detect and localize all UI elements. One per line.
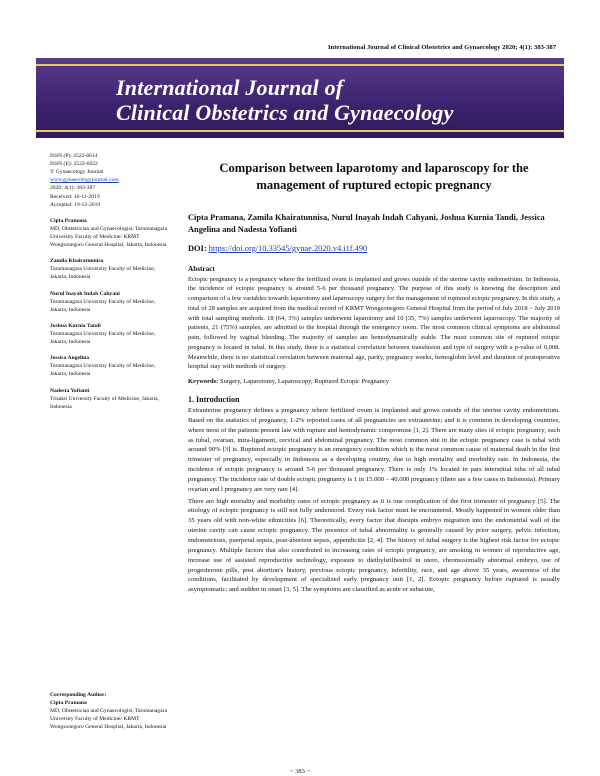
running-head: International Journal of Clinical Obstetrics and Gynaecology 2020; 4(1): 383-387 (327, 44, 556, 51)
doi-line (188, 244, 560, 253)
affiliation (50, 290, 170, 314)
corresponding-author (50, 691, 170, 732)
issn-electronic: ISSN (E): 2522-6622 (50, 161, 98, 168)
corresponding-name: Cipta Pramana (50, 700, 87, 707)
affiliation (50, 322, 170, 346)
affiliation (50, 257, 170, 281)
affiliation-text: Tarumanagara University Faculty of Medicine, Jakarta, Indonesia (50, 363, 156, 378)
affiliation-name: Cipta Pramana (50, 217, 87, 224)
volume-info: 2020; 4(1): 383-387 (50, 185, 96, 192)
received-date: Received: 16-11-2019 (50, 193, 100, 200)
affiliation-name: Zamila Khairatunnisa (50, 258, 104, 265)
corresponding-text: MD, Obstetrician and Gynaecologist, Tarumanagara University Faculty of Medicine/ KRMT Wongsonegoro General Hospital, Jakarta, Indonesia (50, 708, 167, 731)
affiliation-text: Tarumanagara University Faculty of Medicine, Jakarta, Indonesia (50, 266, 156, 281)
website-link[interactable]: www.gynaecologyjournal.com (50, 177, 119, 184)
author-list: Cipta Pramana, Zamila Khairatunnisa, Nurul Inayah Indah Cahyani, Joshua Kurnia Tandi, Jessica Angelina and Nadesta Yofianti (188, 213, 545, 234)
affiliation-name: Nadesta Yofianti (50, 387, 90, 394)
corresponding-heading: Corresponding Author: (50, 692, 107, 698)
banner-title-line2: Clinical Obstetrics and Gynaecology (116, 100, 454, 125)
abstract-text: Ectopic pregnancy is a pregnancy where the fertilized ovum is implanted and grows outside of the uterine cavity endometrium. In Indonesia, the incidence of ectopic pregnancy is around 5-6 per thousand pregnancy. The purpose of this study is knowing the description and comparison of a few variables towards laparotomy and laparoscopy surgery for the management of ruptured ectopic pregnancy. In this study, a total of 28 samples are acquired from the medical record of KRMT Wongsonegoro General Hospital from the period of July 2018 – July 2019 with total sampling methods. 18 (64, 3%) samples underwent laparotomy and 10 (35, 7%) samples underwent laparoscopy. The majority of patients, 21 (75%) samples, are admitted to the hospital through the emergency room. The most common clinical symptoms are abdominal pain, followed by vaginal bleeding. The majority of samples are hemodynamically stable. The most common site of ruptured ectopic pregnancy is located in tubal. In this study, there is a statistical correlation between transfusion and type of surgery with a p-value of 0,008. Meanwhile, there is no statistical correlation between maternal age, parity, pregnancy weeks, hemoglobin level and duration of postoperative hospital stay with methods of surgery. (188, 275, 560, 371)
affiliation-name: Jessica Angelina (50, 355, 90, 362)
doi-link[interactable]: https://doi.org/10.33545/gynae.2020.v4.i1f.490 (208, 243, 368, 253)
keywords-text: Surgery, Laparotomy, Laparoscopy, Ruptured Ectopic Pregnancy (219, 378, 389, 386)
affiliation (50, 354, 170, 378)
abstract-heading: Abstract (188, 264, 215, 273)
banner-stripe-top (36, 64, 564, 66)
affiliation (50, 387, 170, 411)
accepted-date: Accepted: 19-12-2019 (50, 201, 101, 208)
doi-label: DOI: (188, 243, 207, 253)
intro-paragraph-2: There are high mortality and morbidity rates of ectopic pregnancy as it is one complication of the first trimester of pregnancy [5]. The etiology of ectopic pregnancy is still not fully understood. Every risk factor must be encountered. Mostly happened in women older than 35 years old with non-white ethnicities [6]. Theoretically, every factor that disrupts embryo migration into the endometrial wall of the uterine cavity can cause ectopic pregnancy. The presence of tubal abnormality is generally caused by prior surgery, pelvic infection, endometriosis, puerperal sepsis, post-abortion sepsis, appendicitis [2, 4]. The history of tubal surgery is the highest risk factor for ectopic pregnancy. Multiple factors that also contributed to increasing rates of ectopic pregnancy, are smoking in women of reproductive age, increase use of assisted reproductive technology, exposure to diethylstilbestrol in utero, chromosomally abnormal embryo, use of progesterone pills, post abortion's history, previous ectopic pregnancy, infertility, race, and age above 35 years, awareness of the conditions, facilitated by development of specialized early pregnancy unit [1, 2]. Ectopic pregnancy before ruptured is usually asymptomatic; and sudden in onset [3, 5]. The symptoms are classified as acute or subacute, (188, 497, 560, 594)
section-heading: 1. Introduction (188, 395, 240, 405)
affiliation-text: Tarumanagara University Faculty of Medicine, Jakarta, Indonesia (50, 330, 156, 346)
affiliation-text: Tarumanagara University Faculty of Medicine, Jakarta, Indonesia (50, 298, 156, 313)
banner-stripe-bottom (36, 130, 564, 132)
sidebar-meta (50, 152, 170, 411)
issn-print: ISSN (P): 2522-6614 (50, 153, 98, 159)
copyright: © Gynaecology Journal (50, 169, 104, 176)
intro-paragraph-1: Extrauterine pregnancy defines a pregnancy where fertilized ovum is implanted and grows outside of the uterine cavity endometrium. Based on the statistics of pregnancy, 1-2% reported cases of all pregnancies are extrauterine; and it is common in developing countries, where most of the patients present late with rupture and hemodynamic compromise [1, 2]. There are many sites of ectopic pregnancy, such as tubal, ovarian, intra-ligament, cervical and abdominal pregnancy. The most common site in the ectopic pregnancy case is tubal with around 90% [3] is. Ruptured ectopic pregnancy is an emergency condition which is the most common cause of maternal death in the first trimester of pregnancy, especially in Indonesia as a developing country, due to high mortality and morbidity rate. In Indonesia, the incidence of ectopic pregnancy is around 5-6 per thousand pregnancy. There is only 1% located in pars interstitial tuba of all tubal pregnancy. The incidence rate of double ectopic pregnancy is 1 in 15.000 – 40.000 pregnancy (there are a few cases in Indonesia). Primary ovarian and l pregnancy are very rare [4]. (188, 407, 560, 493)
keywords-line (188, 378, 560, 385)
article-title: Comparison between laparotomy and laparoscopy for the management of ruptured ectopic pregnancy (219, 161, 529, 192)
affiliation-text: Trisakti University Faculty of Medicine, Jakarta, Indonesia (50, 395, 160, 410)
affiliation (50, 217, 170, 249)
affiliation-text: MD, Obstetrician and Gynaecologist, Tarumanagara University Faculty of Medicine/ KRMT Wongsonegoro General Hospital, Jakarta, Indonesia (50, 225, 167, 249)
affiliation-name: Nurul Inayah Indah Cahyani (50, 290, 120, 297)
keywords-label: Keywords: (188, 378, 219, 386)
article-body (188, 150, 560, 595)
page-number: ~ 383 ~ (289, 768, 311, 775)
banner-title-line1: International Journal of (116, 75, 344, 100)
affiliation-name: Joshua Kurnia Tandi (50, 322, 101, 329)
journal-banner (36, 58, 564, 138)
